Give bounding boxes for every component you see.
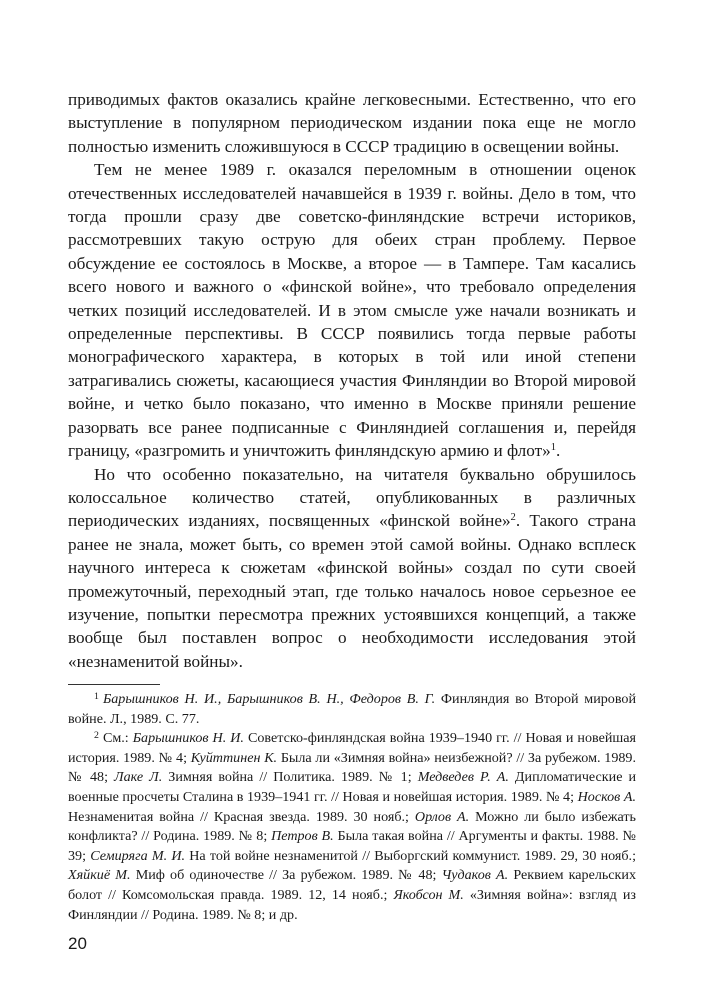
footnote-2-author: Барышников Н. И. — [132, 730, 244, 747]
footnote-1 — [68, 690, 636, 729]
footnote-2-text: На той войне незнаменитой // Выборгский коммунист. 1989. 29, 30 нояб.; — [185, 847, 636, 864]
paragraph-2 — [68, 158, 636, 462]
footnote-2 — [68, 729, 636, 925]
footnote-2-text: Советско-финляндская война 1939–1940 гг. // Новая и новейшая история. 1989. № 4; — [68, 730, 636, 766]
footnote-2-author: Орлов А. — [414, 808, 470, 825]
paragraph-1: приводимых фактов оказались крайне легковесными. Естественно, что его выступление в популярном периодическом издании пока еще не могло полностью изменить сложившуюся в СССР традицию в освещении войны. — [68, 90, 636, 156]
footnote-1-number: 1 — [94, 690, 99, 702]
footnotes — [68, 690, 636, 925]
footnote-2-text: Зимняя война // Политика. 1989. № 1; — [162, 769, 418, 786]
footnote-2-text: Дипломатические и военные просчеты Сталина в 1939–1941 гг. // Новая и новейшая история. 1989. № 4; — [68, 769, 637, 805]
footnote-2-text: См.: — [102, 730, 133, 747]
footnote-2-author: Хяйкиё М. — [68, 867, 131, 884]
footnote-2-author: Чудаков А. — [441, 867, 509, 884]
paragraph-2-end: . — [556, 441, 561, 461]
footnote-2-text: Была ли «Зимняя война» неизбежной? // За рубежом. 1989. № 48; — [68, 749, 636, 786]
footnote-2-author: Семиряга М. И. — [90, 847, 186, 864]
footnote-2-text: Реквием карельских болот // Комсомольская правда. 1989. 12, 14 нояб.; — [68, 867, 636, 903]
footnote-divider — [68, 684, 160, 685]
footnote-2-author: Куйттинен К. — [190, 749, 278, 766]
footnote-2-author: Лаке Л. — [114, 769, 163, 786]
paragraph-3-text-b: . Такого страна ранее не знала, может быть, со времен этой самой войны. Однако всплеск научного интереса к сюжетам «финской войны» создал по сути своей промежуточный, переходный этап, где только началось новое серьезное ее изучение, попытки пересмотра прежних устоявшихся концепций, а также вообще был поставлен вопрос о необходимости исследования этой «незнаменитой войны». — [68, 511, 636, 671]
paragraph-3 — [68, 463, 636, 674]
footnote-2-text: Незнаменитая война // Красная звезда. 1989. 30 нояб.; — [68, 808, 415, 825]
footnote-1-text: Финляндия во Второй мировой войне. Л., 1989. С. 77. — [68, 691, 636, 727]
paragraph-2-text: Тем не менее 1989 г. оказался переломным в отношении оценок отечественных исследователей начавшейся в 1939 г. войны. Дело в том, что тогда прошли сразу две советско-финляндские встречи историков, рассмотревших такую острую для обеих стран проблему. Первое обсуждение ее состоялось в Москве, а второе — в Тампере. Там касались всего нового и важного о «финской войне», что требовало определения четких позиций исследователей. И в этом смысле уже начали возникать и определенные перспективы. В СССР появились тогда первые работы монографического характера, в которых в той или иной степени затрагивались сюжеты, касающиеся участия Финляндии во Второй мировой войне, и четко было показано, что именно в Москве приняли решение разорвать все ранее подписанные с Финляндией соглашения и, перейдя границу, «разгромить и уничтожить финляндскую армию и флот» — [68, 160, 636, 461]
footnote-2-text: Была такая война // Аргументы и факты. 1988. № 39; — [68, 828, 636, 864]
footnote-2-number: 2 — [94, 729, 99, 741]
footnote-ref-1: 1 — [550, 442, 557, 454]
footnote-2-author: Якобсон М. — [393, 886, 464, 903]
footnote-2-author: Петров В. — [271, 828, 334, 845]
footnote-1-authors: Барышников Н. И., Барышников В. Н., Федоров В. Г. — [102, 691, 436, 707]
main-text — [68, 88, 636, 673]
footnote-2-text: Миф об одиночестве // За рубежом. 1989. № 48; — [130, 867, 442, 884]
footnote-2-author: Носков А. — [577, 788, 636, 805]
footnote-2-text: Можно ли было избежать конфликта? // Родина. 1989. № 8; — [68, 808, 636, 845]
footnote-ref-2: 2 — [510, 512, 516, 524]
page-number: 20 — [68, 934, 87, 953]
footnote-2-text: «Зимняя война»: взгляд из Финляндии // Родина. 1989. № 8; и др. — [68, 886, 636, 923]
paragraph-3-text-a: Но что особенно показательно, на читателя буквально обрушилось колоссальное количество статей, опубликованных в различных периодических изданиях, посвященных «финской войне» — [68, 464, 636, 531]
footnote-2-author: Медведев Р. А. — [417, 769, 509, 786]
